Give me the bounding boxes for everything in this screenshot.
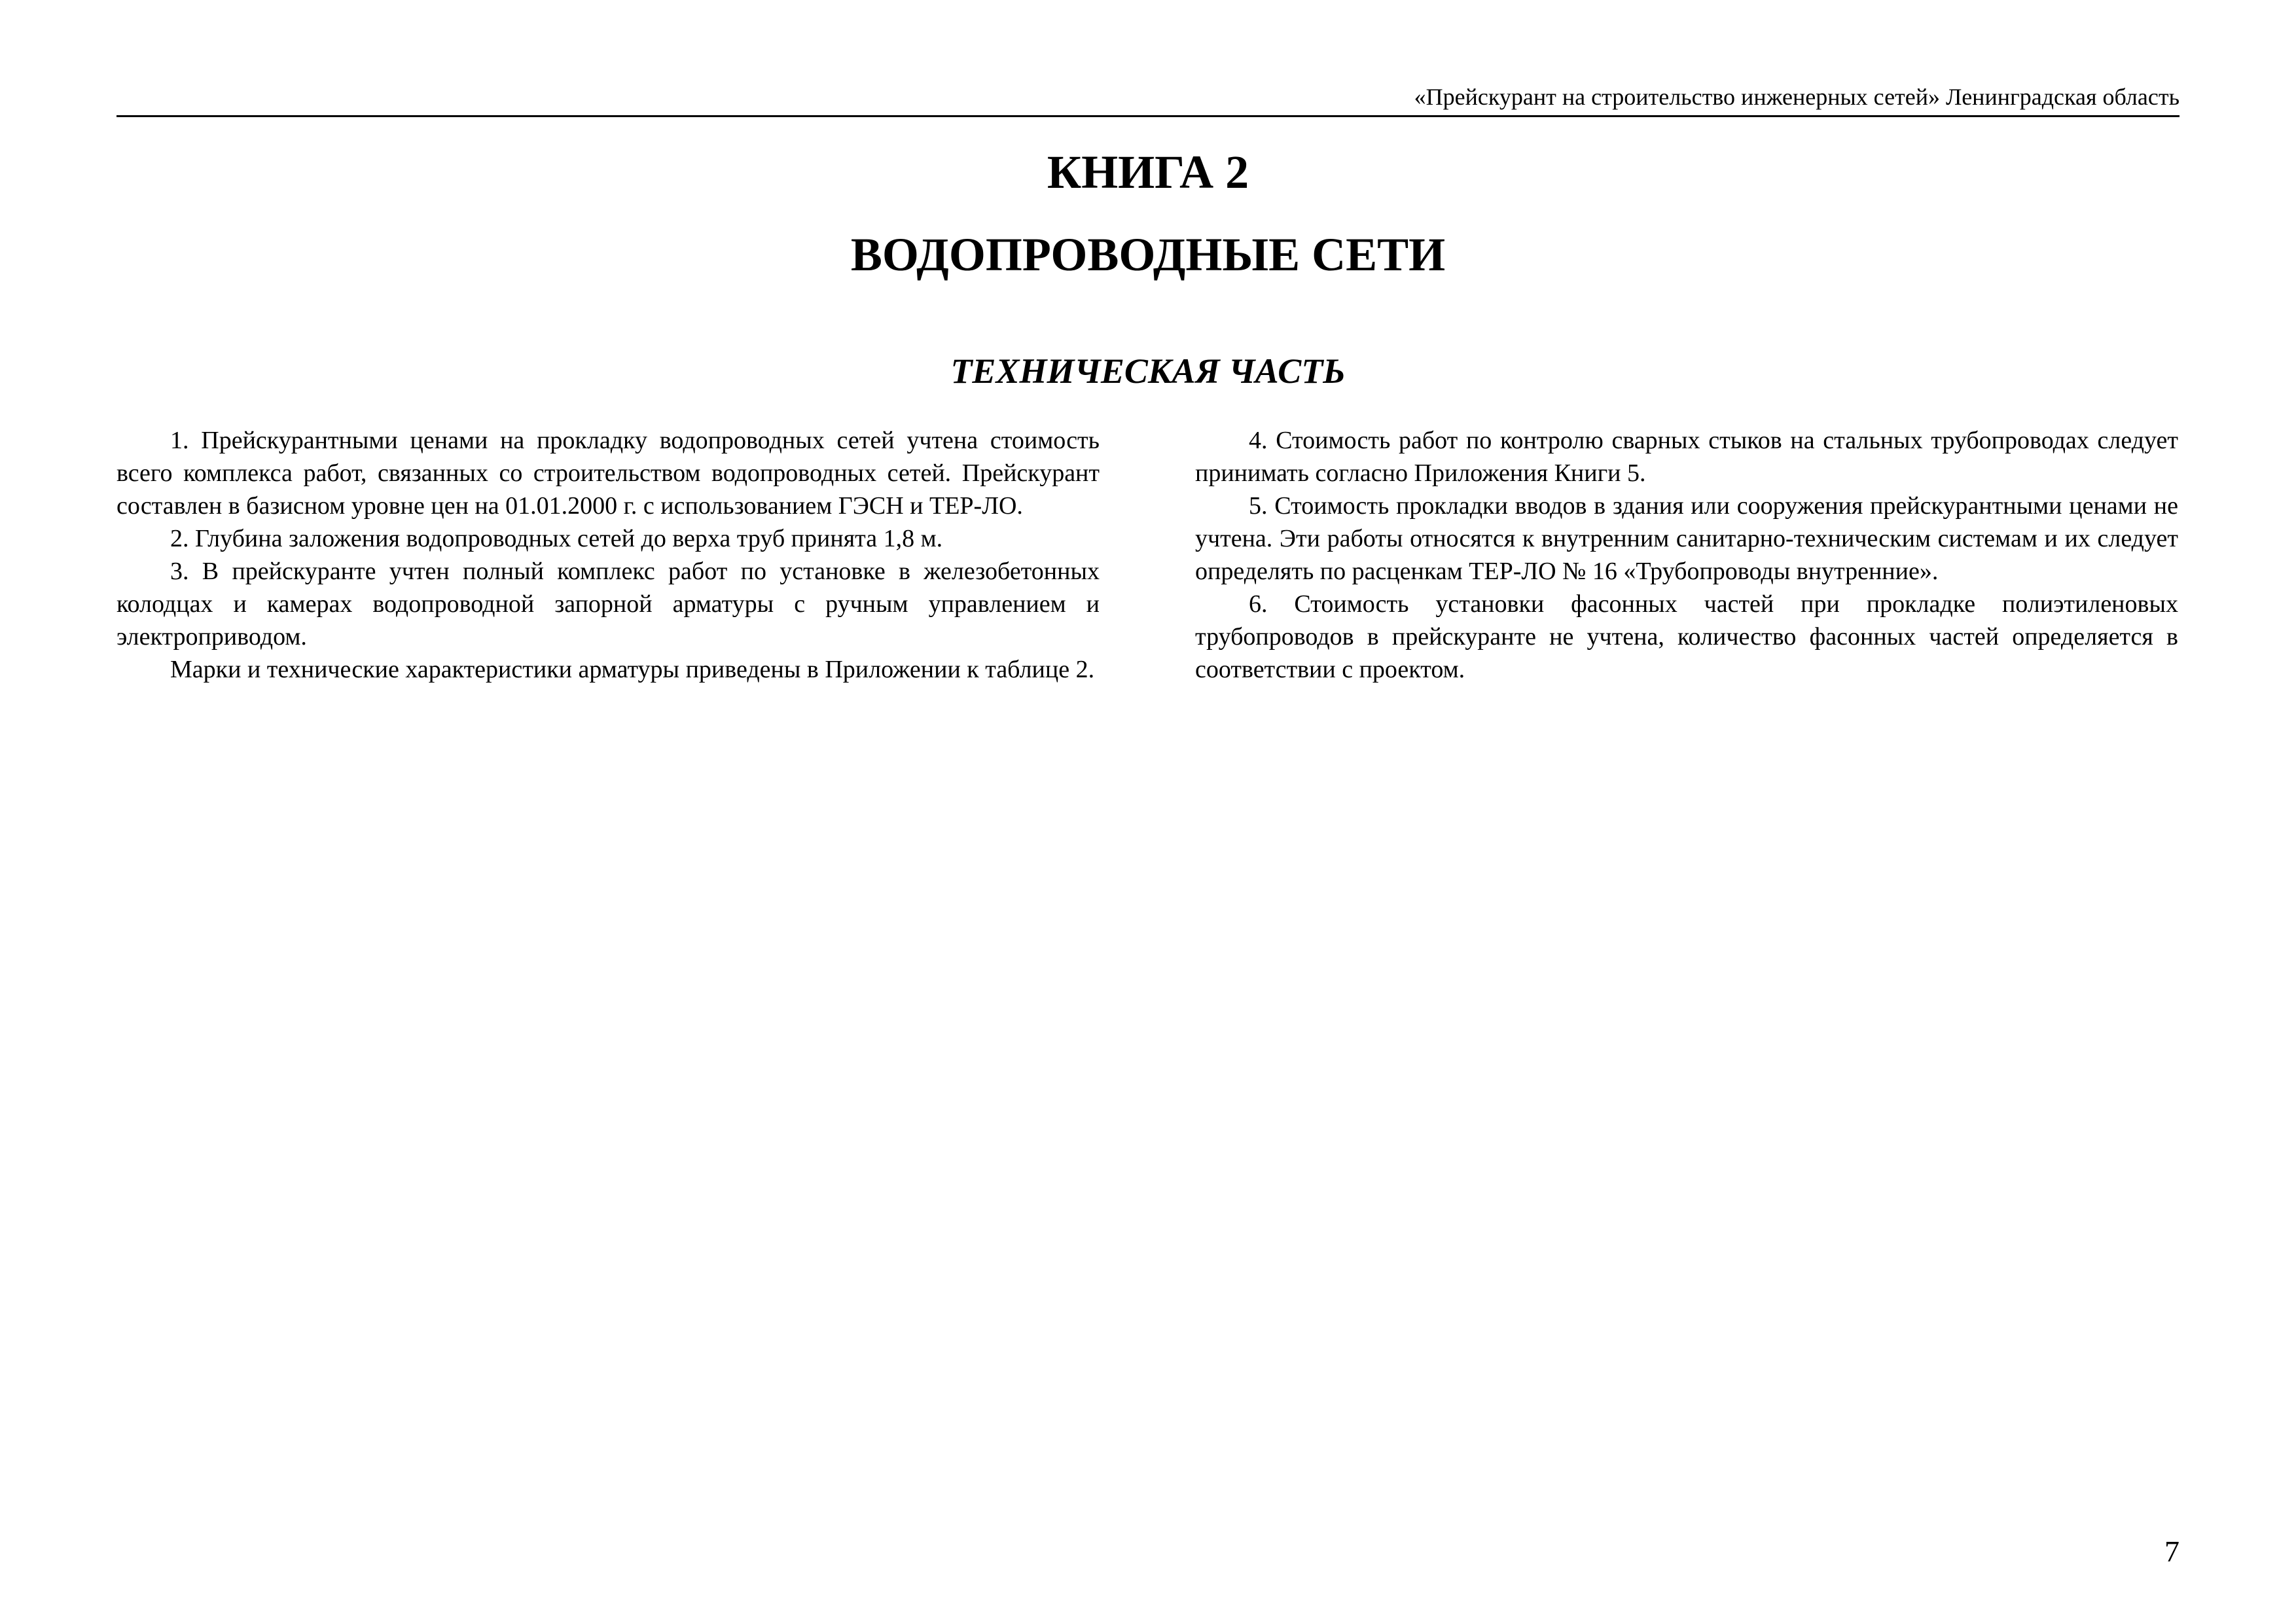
left-column (117, 424, 1100, 686)
paragraph-6: 6. Стоимость установки фасонных частей при прокладке полиэтиленовых трубопроводов в прейскуранте не учтена, количество фасонных частей определяется в соответствии с проектом. (1195, 590, 2178, 683)
right-column (1195, 424, 2178, 686)
paragraph-1: 1. Прейскурантными ценами на прокладку водопроводных сетей учтена стоимость всего комплекса работ, связанных со строительством водопроводных сетей. Прейскурант составлен в базисном уровне цен на 01.01.2000 г. с использованием ГЭСН и ТЕР-ЛО. (117, 427, 1100, 520)
paragraph-3-note: Марки и технические характеристики арматуры приведены в Приложении к таблице 2. (170, 656, 1095, 683)
section-title: ТЕХНИЧЕСКАЯ ЧАСТЬ (950, 351, 1346, 391)
book-subtitle: ВОДОПРОВОДНЫЕ СЕТИ (850, 228, 1446, 281)
book-title: КНИГА 2 (1047, 146, 1249, 198)
running-header: «Прейскурант на строительство инженерных сетей» Ленинградская область (117, 84, 2179, 117)
page-number: 7 (2164, 1535, 2179, 1568)
paragraph-5: 5. Стоимость прокладки вводов в здания или сооружения прейскурантными ценами не учтена. Эти работы относятся к внутренним санитарно-техническим системам и их следует определять по расценкам ТЕР-ЛО № 16 «Трубопроводы внутренние». (1195, 492, 2178, 585)
paragraph-4: 4. Стоимость работ по контролю сварных стыков на стальных трубопроводах следует принимать согласно Приложения Книги 5. (1195, 427, 2178, 487)
paragraph-3: 3. В прейскуранте учтен полный комплекс работ по установке в железобетонных колодцах и камерах водопроводной запорной арматуры с ручным управлением и электроприводом. (117, 558, 1100, 651)
paragraph-2: 2. Глубина заложения водопроводных сетей до верха труб принята 1,8 м. (170, 525, 943, 552)
